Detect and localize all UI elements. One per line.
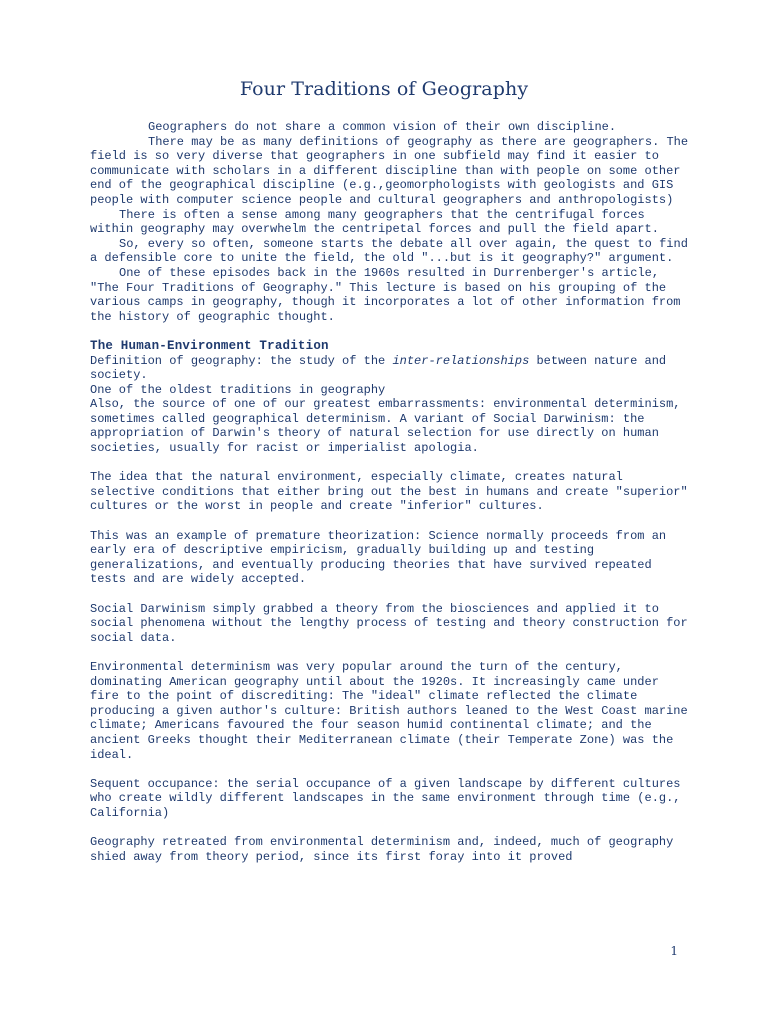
premature-theorization-paragraph: This was an example of premature theorization: Science normally proceeds from an early era of descriptive empiricism, gradually building up and testing generalizations, and eventually producing theories that have survived repeated tests and are widely accepted. <box>90 528 667 587</box>
spacer <box>90 587 690 602</box>
definition-suffix: between nature and society. <box>90 353 667 383</box>
page-number: 1 <box>670 944 678 958</box>
definition-italic-term: inter-relationships <box>392 353 530 368</box>
definition-prefix: Definition of geography: the study of the <box>90 353 393 368</box>
oldest-tradition-line: One of the oldest traditions in geography <box>90 382 386 397</box>
social-darwinism-paragraph: Social Darwinism simply grabbed a theory from the biosciences and applied it to social phenomena without the lengthy process of testing and theory construction for social data. <box>90 601 688 645</box>
spacer <box>90 324 690 339</box>
intro-paragraph-4: So, every so often, someone starts the debate all over again, the quest to find a defensible core to unite the field, the old "...but is it geography?" argument. <box>90 236 688 266</box>
document-body <box>90 120 690 864</box>
retreated-paragraph: Geography retreated from environmental determinism and, indeed, much of geography shied away from theory period, since its first foray into it proved <box>90 835 674 864</box>
spacer <box>90 456 690 471</box>
idea-paragraph: The idea that the natural environment, especially climate, creates natural selective conditions that either bring out the best in humans and create "superior" cultures or the worst in people and create "inferior" cultures. <box>90 470 688 514</box>
definition-paragraph <box>90 354 690 383</box>
environmental-determinism-paragraph: Environmental determinism was very popular around the turn of the century, dominating American geography until about the 1920s. It increasingly came under fire to the point of discrediting: The "ideal" climate reflected the climate producing a given author's culture: British authors leaned to the West Coast marine climate; Americans favoured the four season humid continental climate; and the ancient Greeks thought their Mediterranean climate (their Temperate Zone) was the ideal. <box>90 659 688 762</box>
determinism-paragraph: Also, the source of one of our greatest embarrassments: environmental determinism, sometimes called geographical determinism. A variant of Social Darwinism: the appropriation of Darwin's theory of natural selection for use directly on human societies, usually for racist or imperialist apologia. <box>90 397 681 456</box>
section-heading: The Human-Environment Tradition <box>90 338 329 353</box>
intro-paragraph-5: One of these episodes back in the 1960s resulted in Durrenberger's article, "The Four Traditions of Geography." This lecture is based on his grouping of the various camps in geography, though it incorporates a lot of other information from the history of geographic thought. <box>90 265 681 324</box>
spacer <box>90 821 690 836</box>
intro-paragraph-1: Geographers do not share a common vision of their own discipline. <box>148 120 617 134</box>
document-title: Four Traditions of Geography <box>239 78 529 100</box>
spacer <box>90 514 690 529</box>
intro-paragraph-2: There may be as many definitions of geography as there are geographers. The field is so very diverse that geographers in one subfield may find it easier to communicate with scholars in a different discipline than with people on some other end of the geographical discipline (e.g.,geomorphologists with geologists and GIS people with computer science people and cultural geographers and anthropologists) <box>90 134 689 207</box>
intro-paragraph-3: There is often a sense among many geographers that the centrifugal forces within geography may overwhelm the centripetal forces and pull the field apart. <box>90 207 659 237</box>
sequent-occupance-paragraph: Sequent occupance: the serial occupance of a given landscape by different cultures who create wildly different landscapes in the same environment through time (e.g., California) <box>90 776 681 820</box>
spacer <box>90 645 690 660</box>
spacer <box>90 762 690 777</box>
